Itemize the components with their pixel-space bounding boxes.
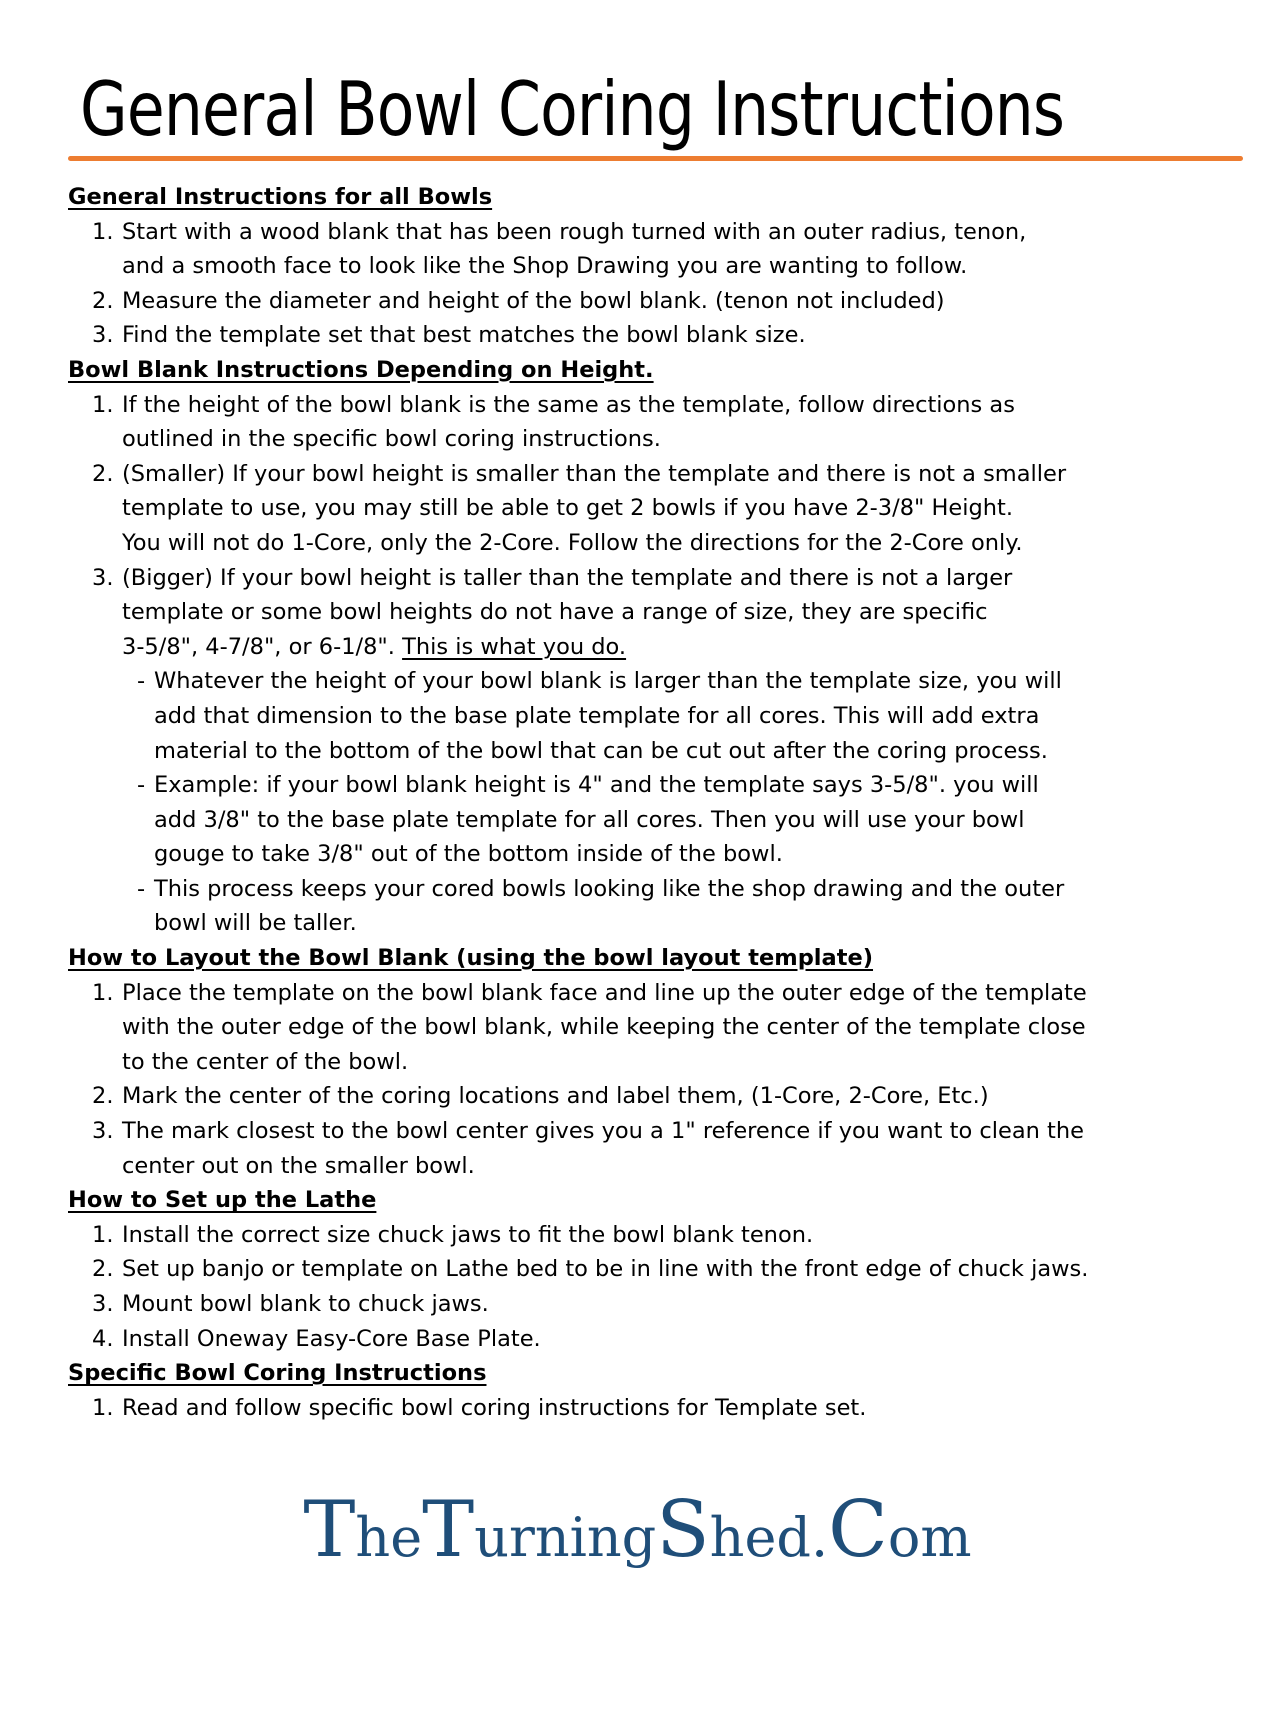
page-title: General Bowl Coring Instructions bbox=[80, 65, 1065, 153]
logo-letter: e bbox=[390, 1506, 423, 1570]
list-marker: 1. bbox=[92, 979, 114, 1006]
sub-list-item: - Example: if your bowl blank height is 4" and the template says 3-5/8". you will bbox=[0, 768, 1275, 803]
list-item: 3. (Bigger) If your bowl height is taller than the template and there is not a larger bbox=[0, 561, 1275, 596]
list-item: 1. Read and follow specific bowl coring instructions for Template set. bbox=[0, 1391, 1275, 1426]
list-item: 2. Set up banjo or template on Lathe bed to be in line with the front edge of chuck jaws. bbox=[0, 1252, 1275, 1287]
list-item: 3. Mount bowl blank to chuck jaws. bbox=[0, 1287, 1275, 1322]
list-marker: - bbox=[137, 668, 146, 695]
list-item-continuation: center out on the smaller bowl. bbox=[122, 1152, 475, 1179]
list-marker: 3. bbox=[92, 322, 114, 349]
logo-letter: g bbox=[621, 1506, 657, 1570]
logo-letter: . bbox=[811, 1506, 829, 1570]
logo-letter: u bbox=[474, 1506, 509, 1570]
list-item: 2. Mark the center of the coring locations and label them, (1-Core, 2-Core, Etc.) bbox=[0, 1079, 1275, 1114]
list-item: 3. The mark closest to the bowl center gives you a 1" reference if you want to clean the bbox=[0, 1114, 1275, 1149]
document-body bbox=[0, 180, 1275, 1425]
logo-letter: o bbox=[887, 1506, 921, 1570]
list-item: 1. Start with a wood blank that has been rough turned with an outer radius, tenon, bbox=[0, 215, 1275, 250]
list-item: 1. Install the correct size chuck jaws to fit the bowl blank tenon. bbox=[0, 1218, 1275, 1253]
list-item: 2. Measure the diameter and height of the bowl blank. (tenon not included) bbox=[0, 284, 1275, 319]
title-divider bbox=[68, 156, 1243, 161]
list-item: 3. Find the template set that best matches the bowl blank size. bbox=[0, 318, 1275, 353]
list-marker: 2. bbox=[92, 287, 114, 314]
list-marker: 1. bbox=[92, 218, 114, 245]
logo-letter: i bbox=[569, 1506, 587, 1570]
section-heading: How to Layout the Bowl Blank (using the bowl layout template) bbox=[68, 945, 874, 972]
logo-letter: e bbox=[744, 1506, 777, 1570]
list-item-continuation: You will not do 1-Core, only the 2-Core. Follow the directions for the 2-Core only. bbox=[122, 529, 1023, 556]
list-item: 2. (Smaller) If your bowl height is smaller than the template and there is not a smaller bbox=[0, 457, 1275, 492]
list-marker: - bbox=[137, 772, 146, 799]
list-item-continuation: material to the bottom of the bowl that can be cut out after the coring process. bbox=[154, 737, 1048, 764]
list-marker: 2. bbox=[92, 1083, 114, 1110]
list-marker: 3. bbox=[92, 564, 114, 591]
logo-letter: r bbox=[508, 1506, 535, 1570]
list-item-continuation: bowl will be taller. bbox=[154, 910, 357, 937]
list-marker: 3. bbox=[92, 1291, 114, 1317]
underlined-phrase: This is what you do. bbox=[402, 633, 627, 660]
list-item-continuation: with the outer edge of the bowl blank, while keeping the center of the template close bbox=[122, 1014, 1086, 1041]
logo-letter: h bbox=[709, 1506, 745, 1570]
sub-list-item: - This process keeps your cored bowls looking like the shop drawing and the outer bbox=[0, 872, 1275, 907]
section-heading: Specific Bowl Coring Instructions bbox=[68, 1360, 487, 1387]
list-marker: 1. bbox=[92, 1394, 114, 1421]
list-item-continuation: add that dimension to the base plate template for all cores. This will add extra bbox=[154, 702, 1040, 729]
list-item-continuation: template or some bowl heights do not have a range of size, they are specific bbox=[122, 599, 988, 626]
list-marker: - bbox=[137, 875, 146, 902]
logo-letter: S bbox=[656, 1485, 710, 1576]
sub-list-item: - Whatever the height of your bowl blank is larger than the template size, you will bbox=[0, 664, 1275, 699]
section-heading: General Instructions for all Bowls bbox=[68, 184, 493, 210]
section-heading: How to Set up the Lathe bbox=[68, 1187, 377, 1214]
list-marker: 2. bbox=[92, 1256, 114, 1283]
logo-letter: T bbox=[422, 1485, 475, 1576]
list-item-continuation: and a smooth face to look like the Shop Drawing you are wanting to follow. bbox=[122, 253, 968, 280]
logo-letter: h bbox=[355, 1506, 391, 1570]
list-marker: 1. bbox=[92, 391, 114, 418]
list-item-continuation: gouge to take 3/8" out of the bottom inside of the bowl. bbox=[154, 841, 783, 868]
logo-letter: n bbox=[586, 1506, 622, 1570]
list-item-continuation: outlined in the specific bowl coring instructions. bbox=[122, 426, 661, 453]
logo-letter: T bbox=[303, 1485, 356, 1576]
logo-letter: C bbox=[828, 1485, 888, 1576]
list-item-continuation: template to use, you may still be able to get 2 bowls if you have 2-3/8" Height. bbox=[122, 495, 1014, 522]
logo-text bbox=[0, 1485, 1275, 1576]
list-item-continuation: to the center of the bowl. bbox=[122, 1048, 409, 1075]
list-marker: 1. bbox=[92, 1221, 114, 1248]
list-item-continuation bbox=[0, 630, 1275, 665]
section-heading: Bowl Blank Instructions Depending on Height. bbox=[68, 356, 654, 383]
list-marker: 2. bbox=[92, 460, 114, 487]
list-item: 1. Place the template on the bowl blank face and line up the outer edge of the template bbox=[0, 976, 1275, 1011]
logo-letter: n bbox=[534, 1506, 570, 1570]
logo-letter: m bbox=[920, 1506, 972, 1570]
list-item-continuation: add 3/8" to the base plate template for all cores. Then you will use your bowl bbox=[154, 806, 1025, 833]
logo-letter: d bbox=[776, 1506, 811, 1570]
list-marker: 3. bbox=[92, 1118, 114, 1145]
list-item: 4. Install Oneway Easy-Core Base Plate. bbox=[0, 1322, 1275, 1357]
list-marker: 4. bbox=[92, 1325, 114, 1352]
line-text: 3-5/8", 4-7/8", or 6-1/8". bbox=[122, 633, 403, 660]
list-item: 1. If the height of the bowl blank is the same as the template, follow directions as bbox=[0, 388, 1275, 423]
